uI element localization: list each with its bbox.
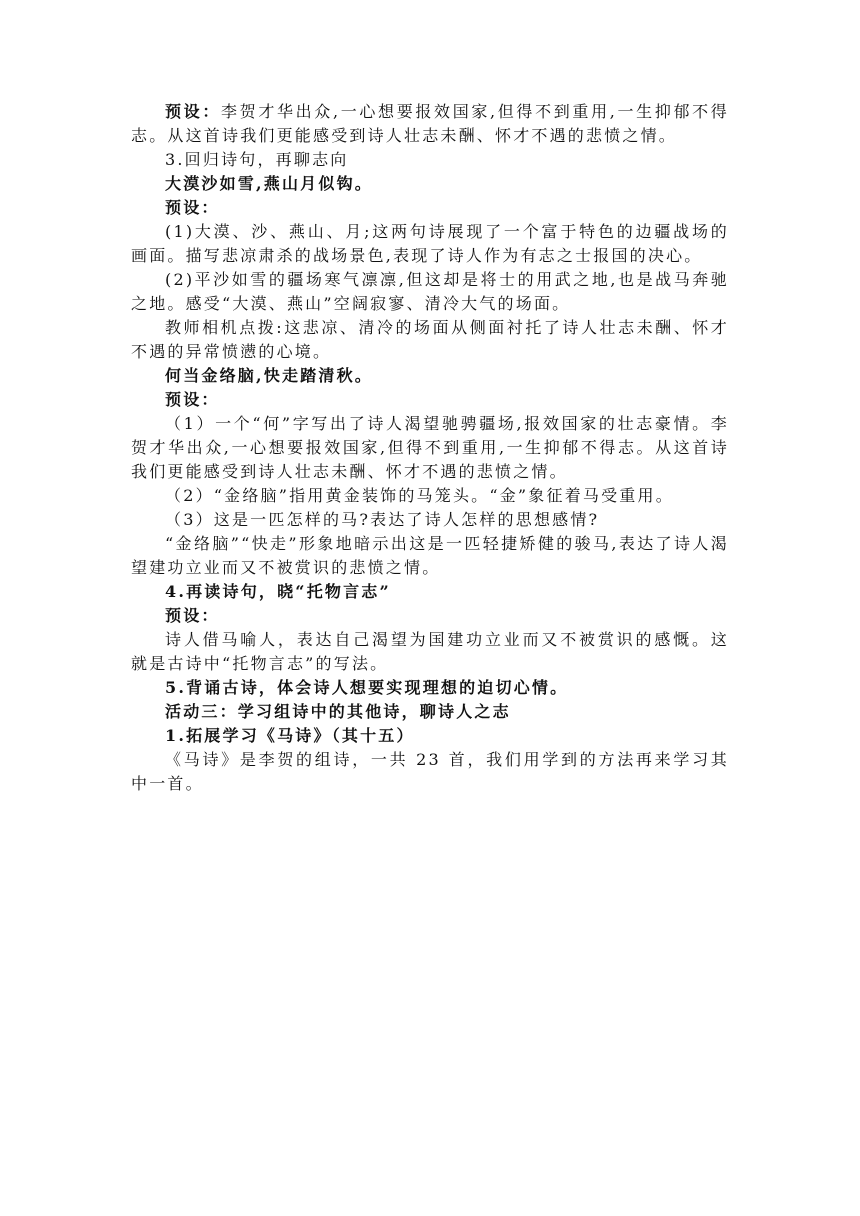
analysis-paragraph-6: “金络脑”“快走”形象地暗示出这是一匹轻捷矫健的骏马,表达了诗人渴望建功立业而又不被赏识的悲愤之情。 xyxy=(131,534,729,577)
section-heading-extension: 1.拓展学习《马诗》（其十五） xyxy=(165,726,415,745)
section-heading-4: 4.再读诗句，晓“托物言志” xyxy=(165,582,391,601)
activity-heading: 活动三：学习组诗中的其他诗，聊诗人之志 xyxy=(165,702,511,721)
preset-label-3: 预设： xyxy=(165,390,220,409)
document-body xyxy=(131,100,729,796)
analysis-paragraph-5: （3）这是一匹怎样的马?表达了诗人怎样的思想感情? xyxy=(165,510,600,529)
analysis-paragraph-2: (2)平沙如雪的疆场寒气凛凛,但这却是将士的用武之地,也是战马奔驰之地。感受“大漠、燕山”空阔寂寥、清冷大气的场面。 xyxy=(131,270,729,313)
analysis-paragraph-1: (1)大漠、沙、燕山、月;这两句诗展现了一个富于特色的边疆战场的画面。描写悲凉肃杀的战场景色,表现了诗人作为有志之士报国的决心。 xyxy=(131,222,729,265)
section-heading-5: 5.背诵古诗，体会诗人想要实现理想的迫切心情。 xyxy=(165,678,569,697)
preset-label: 预设： xyxy=(165,102,221,121)
poem-line-2: 何当金络脑,快走踏清秋。 xyxy=(165,366,373,385)
preset-label-2: 预设： xyxy=(165,198,220,217)
analysis-paragraph-7: 诗人借马喻人，表达自己渴望为国建功立业而又不被赏识的感慨。这就是古诗中“托物言志”的写法。 xyxy=(131,630,729,673)
poem-line-1: 大漠沙如雪,燕山月似钩。 xyxy=(165,174,373,193)
preset-label-4: 预设： xyxy=(165,606,220,625)
teacher-note-paragraph: 教师相机点拨:这悲凉、清冷的场面从侧面衬托了诗人壮志未酬、怀才不遇的异常愤懑的心境。 xyxy=(131,318,729,361)
extension-paragraph: 《马诗》是李贺的组诗，一共 23 首，我们用学到的方法再来学习其中一首。 xyxy=(131,750,729,793)
analysis-paragraph-3: （1）一个“何”字写出了诗人渴望驰骋疆场,报效国家的壮志豪情。李贺才华出众,一心想要报效国家,但得不到重用,一生抑郁不得志。从这首诗我们更能感受到诗人壮志未酬、怀才不遇的悲愤之情。 xyxy=(131,414,729,481)
section-heading-3: 3.回归诗句，再聊志向 xyxy=(165,150,349,169)
preset-text: 李贺才华出众,一心想要报效国家,但得不到重用,一生抑郁不得志。从这首诗我们更能感受到诗人壮志未酬、怀才不遇的悲愤之情。 xyxy=(131,102,730,145)
preset-paragraph-1 xyxy=(131,100,729,148)
analysis-paragraph-4: （2）“金络脑”指用黄金装饰的马笼头。“金”象征着马受重用。 xyxy=(165,486,674,505)
